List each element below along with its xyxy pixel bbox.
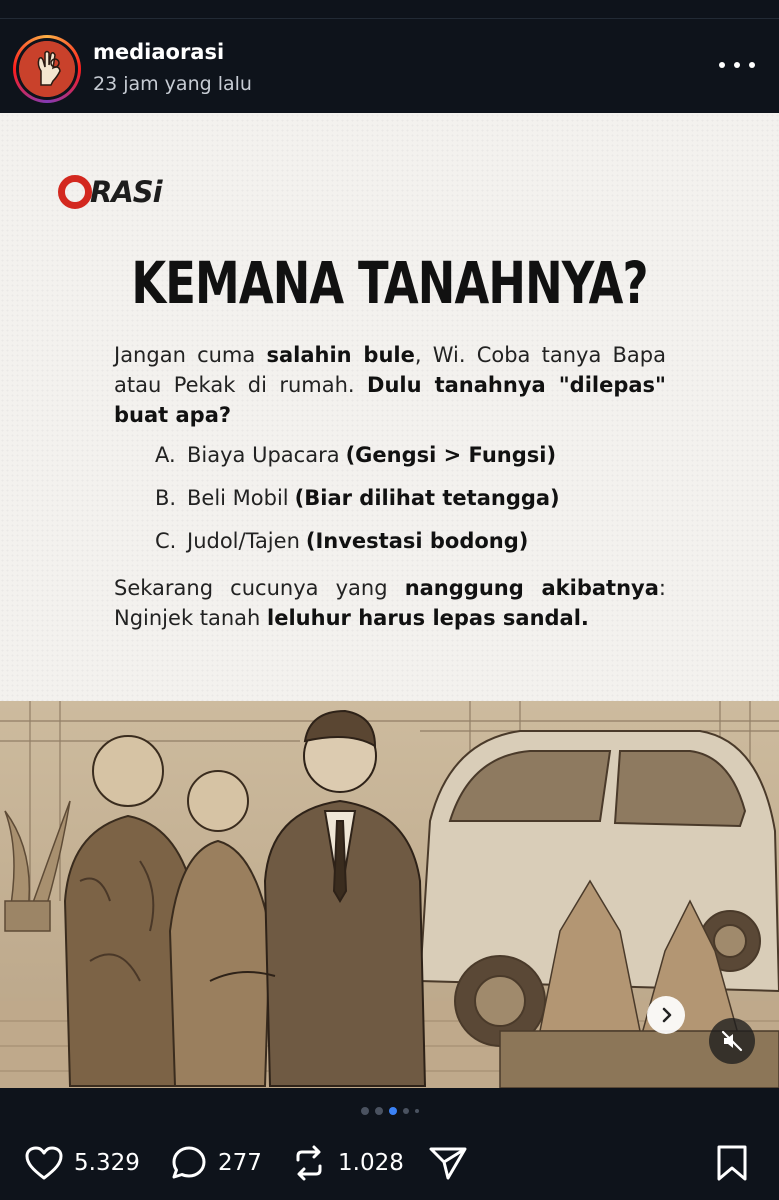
save-button[interactable] <box>714 1140 750 1186</box>
post-title: KEMANA TANAHNYA? <box>131 249 648 317</box>
username[interactable]: mediaorasi <box>93 40 225 64</box>
carousel-dot <box>361 1107 369 1115</box>
next-slide-button[interactable] <box>647 996 685 1034</box>
repost-icon <box>290 1144 328 1182</box>
post-header <box>0 30 779 112</box>
closing-paragraph: Sekarang cucunya yang nanggung akibatnya: Nginjek tanah leluhur harus lepas sandal. <box>114 576 666 630</box>
option-b: B. Beli Mobil (Biar dilihat tetangga) <box>155 486 560 510</box>
post-image[interactable] <box>0 113 779 1088</box>
avatar[interactable] <box>13 35 81 103</box>
chevron-right-icon <box>657 1006 675 1024</box>
comment-count: 277 <box>218 1150 262 1176</box>
repost-count: 1.028 <box>338 1150 404 1176</box>
action-bar <box>0 1140 779 1186</box>
share-button[interactable] <box>428 1140 468 1186</box>
heart-icon <box>24 1145 64 1181</box>
orasi-logo <box>58 171 162 213</box>
comment-button[interactable] <box>170 1140 262 1186</box>
carousel-dot <box>403 1108 409 1114</box>
repost-button[interactable] <box>290 1140 404 1186</box>
option-a: A. Biaya Upacara (Gengsi > Fungsi) <box>155 443 557 467</box>
carousel-indicator <box>0 1107 779 1115</box>
comment-icon <box>170 1144 208 1182</box>
like-button[interactable] <box>24 1140 140 1186</box>
hand-ok-icon <box>19 41 75 97</box>
intro-paragraph: Jangan cuma salahin bule, Wi. Coba tanya Bapa atau Pekak di rumah. Dulu tanahnya "dilepas" buat apa? <box>114 343 666 427</box>
mute-button[interactable] <box>709 1018 755 1064</box>
carousel-dot-active <box>389 1107 397 1115</box>
top-divider <box>0 18 779 19</box>
options-list <box>155 443 560 572</box>
like-count: 5.329 <box>74 1150 140 1176</box>
logo-text: RASi <box>90 175 162 209</box>
muted-speaker-icon <box>720 1029 744 1053</box>
send-icon <box>428 1144 468 1182</box>
option-c: C. Judol/Tajen (Investasi bodong) <box>155 529 529 553</box>
carousel-dot <box>375 1107 383 1115</box>
post-timestamp: 23 jam yang lalu <box>93 73 252 95</box>
more-icon[interactable] <box>719 50 755 80</box>
carousel-dot <box>415 1109 419 1113</box>
bookmark-icon <box>714 1144 750 1182</box>
